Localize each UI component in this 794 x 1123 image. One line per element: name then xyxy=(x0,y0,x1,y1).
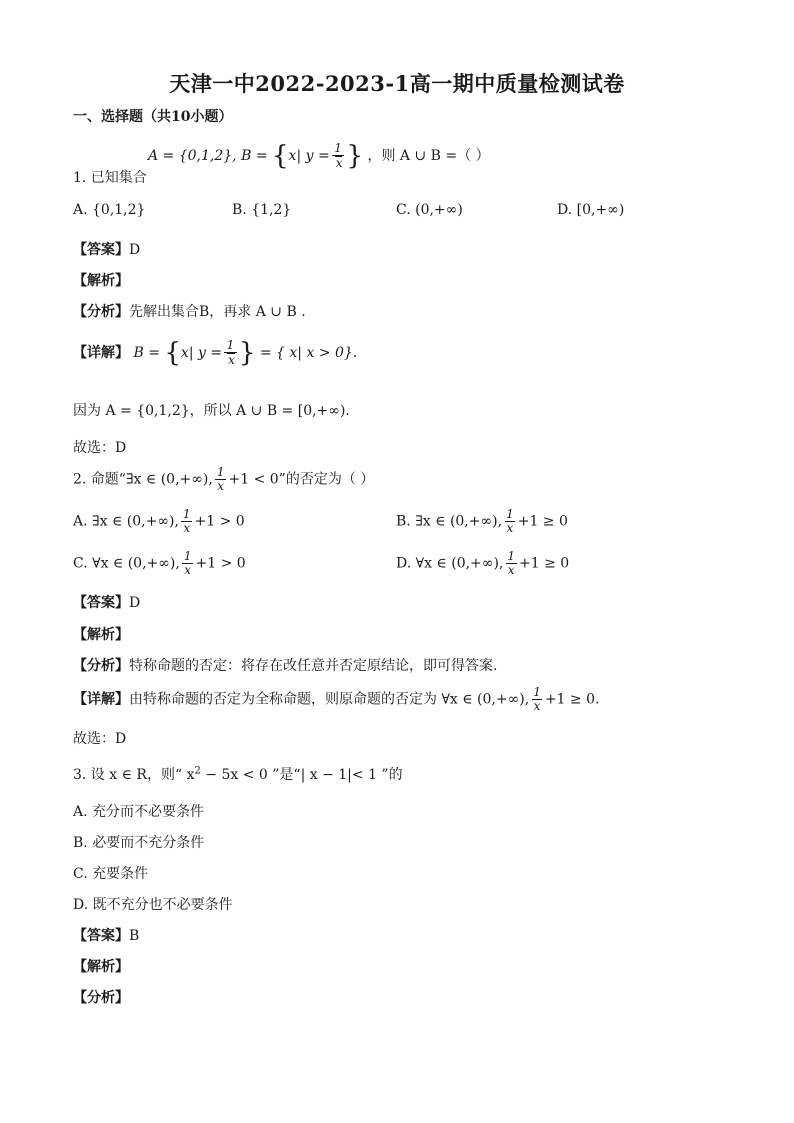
q2-option-c-fraction xyxy=(182,550,194,577)
q1-option-a[interactable]: A. {0,1,2} xyxy=(73,202,146,218)
q1-answer xyxy=(73,239,140,259)
q2-fenxi-label: 【分析】 xyxy=(73,658,129,674)
q1-option-c[interactable]: C. (0,+∞) xyxy=(396,202,463,218)
q2-choose: 故选：D xyxy=(73,731,127,747)
q1-set-b-inner: x| y = xyxy=(288,148,330,164)
q1-xiangjie xyxy=(73,338,357,368)
q3-answer xyxy=(73,925,139,945)
q2-answer xyxy=(73,592,140,612)
q2-option-d-post: +1 ≥ 0 xyxy=(519,555,570,572)
q2-option-a-den: x xyxy=(183,521,191,535)
q1-xiangjie-post: = { x| x > 0}. xyxy=(259,345,358,361)
q2-stem-post: +1 < 0”的否定为（ ） xyxy=(228,471,375,488)
q2-option-d-num: 1 xyxy=(507,549,515,563)
q2-xj-den: x xyxy=(533,699,541,713)
q3-option-b[interactable]: B. 必要而不充分条件 xyxy=(73,835,205,851)
q1-xj-fraction xyxy=(224,339,237,367)
q2-fenxi-text: 特称命题的否定：将存在改任意并否定原结论，即可得答案. xyxy=(129,658,498,674)
q1-xj-right-brace: } xyxy=(238,338,256,368)
exam-title: 天津一中2022-2023-1高一期中质量检测试卷 xyxy=(169,71,625,96)
q1-fenxi-label: 【分析】 xyxy=(73,304,129,320)
q2-option-d-fraction xyxy=(505,550,517,577)
q2-stem-fraction xyxy=(215,466,227,493)
q3-answer-value: B xyxy=(129,928,140,944)
q1-set-a: A = {0,1,2}, B = xyxy=(148,148,268,164)
q2-option-b-fraction xyxy=(504,508,516,535)
q2-xiangjie xyxy=(73,686,599,713)
q1-xj-inner: x| y = xyxy=(180,345,223,361)
q2-option-a-post: +1 > 0 xyxy=(194,513,245,530)
q2-option-c-den: x xyxy=(184,563,192,577)
q3-option-d[interactable]: D. 既不充分也不必要条件 xyxy=(73,897,233,913)
q1-answer-label: 【答案】 xyxy=(73,242,129,258)
q1-xiangjie-pre: B = xyxy=(133,345,160,361)
q2-stem-den: x xyxy=(217,479,225,493)
q2-stem xyxy=(73,466,374,493)
q1-xj-frac-den: x xyxy=(228,353,235,367)
q2-option-b-den: x xyxy=(506,521,514,535)
q2-answer-value: D xyxy=(129,595,141,611)
q3-fenxi-label: 【分析】 xyxy=(73,990,129,1006)
q1-analysis-label: 【解析】 xyxy=(73,273,129,289)
q2-stem-num: 1 xyxy=(216,465,225,479)
q2-option-a[interactable] xyxy=(73,508,245,535)
q3-stem-pre: 3. 设 x ∈ R，则“ x xyxy=(73,767,195,783)
q1-frac-num: 1 xyxy=(334,141,342,155)
q1-left-brace: { xyxy=(272,141,289,171)
q2-xiangjie-label: 【详解】 xyxy=(73,691,129,708)
q2-option-b-post: +1 ≥ 0 xyxy=(517,513,568,530)
q1-lead: 1. 已知集合 xyxy=(73,170,147,186)
q2-option-a-num: 1 xyxy=(182,507,191,521)
q3-stem xyxy=(73,764,403,784)
q2-option-b-num: 1 xyxy=(506,507,514,521)
q2-xiangjie-pre: 由特称命题的否定为全称命题，则原命题的否定为 ∀x ∈ (0,+∞), xyxy=(129,691,530,708)
q2-option-b[interactable] xyxy=(396,508,568,535)
q2-xj-num: 1 xyxy=(533,685,541,699)
q2-stem-pre: 2. 命题“∃x ∈ (0,+∞), xyxy=(73,471,213,488)
section-heading: 一、选择题（共10小题） xyxy=(73,109,233,125)
q3-stem-sup: 2 xyxy=(194,765,201,777)
q1-choose: 故选：D xyxy=(73,440,127,456)
q1-xiangjie-label: 【详解】 xyxy=(73,345,129,361)
q2-answer-label: 【答案】 xyxy=(73,595,129,611)
q3-analysis-label: 【解析】 xyxy=(73,959,129,975)
q1-because: 因为 A = {0,1,2}，所以 A ∪ B = [0,+∞). xyxy=(73,403,350,419)
q1-answer-value: D xyxy=(129,242,141,258)
q3-stem-post: − 5x < 0 ”是“| x − 1|< 1 ”的 xyxy=(200,767,403,783)
q1-fraction xyxy=(332,142,345,170)
q2-option-c-num: 1 xyxy=(183,549,192,563)
q2-fenxi xyxy=(73,655,497,675)
q2-option-c-pre: C. ∀x ∈ (0,+∞), xyxy=(73,555,180,572)
q1-tail: ，则 A ∪ B =（ ） xyxy=(367,148,490,164)
q2-xiangjie-post: +1 ≥ 0. xyxy=(544,691,600,708)
q2-option-a-fraction xyxy=(181,508,193,535)
q2-option-d-den: x xyxy=(507,563,515,577)
q1-fenxi-text: 先解出集合B，再求 A ∪ B . xyxy=(129,304,306,320)
q2-xiangjie-fraction xyxy=(531,686,543,713)
q1-sets xyxy=(148,141,490,171)
q3-option-c[interactable]: C. 充要条件 xyxy=(73,866,149,882)
q1-xj-frac-num: 1 xyxy=(226,338,235,352)
q1-option-d[interactable]: D. [0,+∞) xyxy=(557,202,625,218)
q2-option-d[interactable] xyxy=(396,550,569,577)
q1-frac-den: x xyxy=(335,156,343,170)
q2-analysis-label: 【解析】 xyxy=(73,627,129,643)
q1-option-b[interactable]: B. {1,2} xyxy=(232,202,292,218)
q1-fenxi xyxy=(73,301,306,321)
q1-right-brace: } xyxy=(346,141,364,171)
q2-option-d-pre: D. ∀x ∈ (0,+∞), xyxy=(396,555,504,572)
q1-xj-left-brace: { xyxy=(164,338,181,368)
q2-option-a-pre: A. ∃x ∈ (0,+∞), xyxy=(73,513,179,530)
q3-answer-label: 【答案】 xyxy=(73,928,129,944)
q2-option-c[interactable] xyxy=(73,550,246,577)
q2-option-b-pre: B. ∃x ∈ (0,+∞), xyxy=(396,513,503,530)
q2-option-c-post: +1 > 0 xyxy=(195,555,246,572)
q3-option-a[interactable]: A. 充分而不必要条件 xyxy=(73,804,205,820)
